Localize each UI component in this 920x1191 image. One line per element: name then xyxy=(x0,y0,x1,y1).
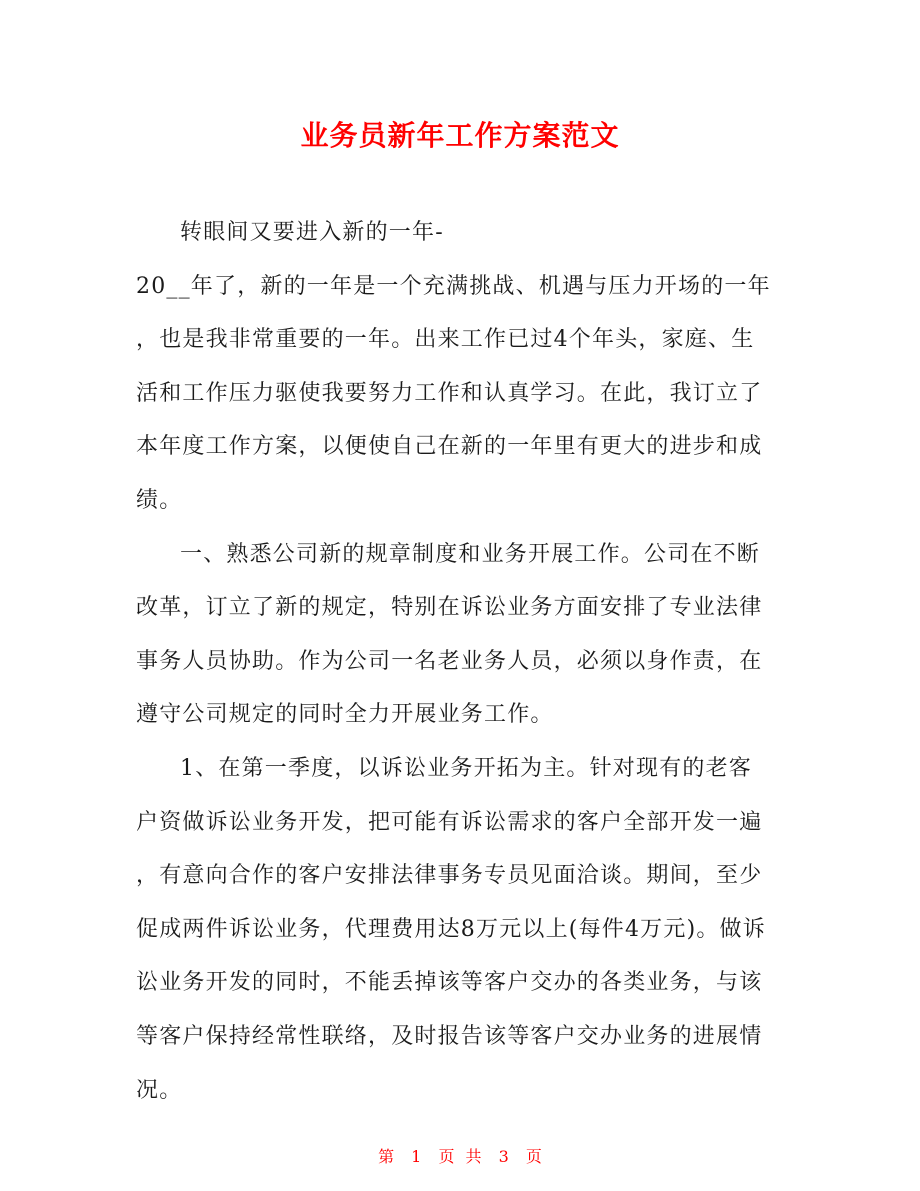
footer-middle: 页 共 xyxy=(438,1147,482,1166)
body-line: 活和工作压力驱使我要努力工作和认真学习。在此，我订立了 xyxy=(136,380,763,406)
body-line: 户资做诉讼业务开发，把可能有诉讼需求的客户全部开发一遍 xyxy=(136,809,763,835)
body-line: 绩。 xyxy=(136,487,183,513)
body-line: 等客户保持经常性联络，及时报告该等客户交办业务的进展情 xyxy=(136,1023,763,1049)
body-line: 促成两件诉讼业务，代理费用达8万元以上(每件4万元)。做诉 xyxy=(136,916,766,942)
document-body xyxy=(136,206,788,1117)
body-line: 讼业务开发的同时，不能丢掉该等客户交办的各类业务，与该 xyxy=(136,970,763,996)
body-line: 本年度工作方案，以便使自己在新的一年里有更大的进步和成 xyxy=(136,434,763,460)
body-line: 事务人员协助。作为公司一名老业务人员，必须以身作责，在 xyxy=(136,648,763,674)
body-line: ，有意向合作的客户安排法律事务专员见面洽谈。期间，至少 xyxy=(136,863,763,889)
body-line: 遵守公司规定的同时全力开展业务工作。 xyxy=(136,702,554,728)
footer-total-pages: 3 xyxy=(498,1147,509,1166)
footer-prefix: 第 xyxy=(378,1147,395,1166)
body-line: 改革，订立了新的规定，特别在诉讼业务方面安排了专业法律 xyxy=(136,595,763,621)
document-title: 业务员新年工作方案范文 xyxy=(300,119,620,152)
page-footer xyxy=(0,1144,920,1167)
body-line: ，也是我非常重要的一年。出来工作已过4个年头，家庭、生 xyxy=(136,327,755,353)
body-line: 转眼间又要进入新的一年- xyxy=(180,220,444,245)
body-line: 一、熟悉公司新的规章制度和业务开展工作。公司在不断 xyxy=(180,541,761,567)
footer-suffix: 页 xyxy=(525,1147,542,1166)
body-line: 1、在第一季度，以诉讼业务开拓为主。针对现有的老客 xyxy=(180,755,752,781)
body-line: 况。 xyxy=(136,1077,183,1103)
body-line: 20__年了，新的一年是一个充满挑战、机遇与压力开场的一年 xyxy=(136,273,771,299)
footer-page-number: 1 xyxy=(411,1147,422,1166)
